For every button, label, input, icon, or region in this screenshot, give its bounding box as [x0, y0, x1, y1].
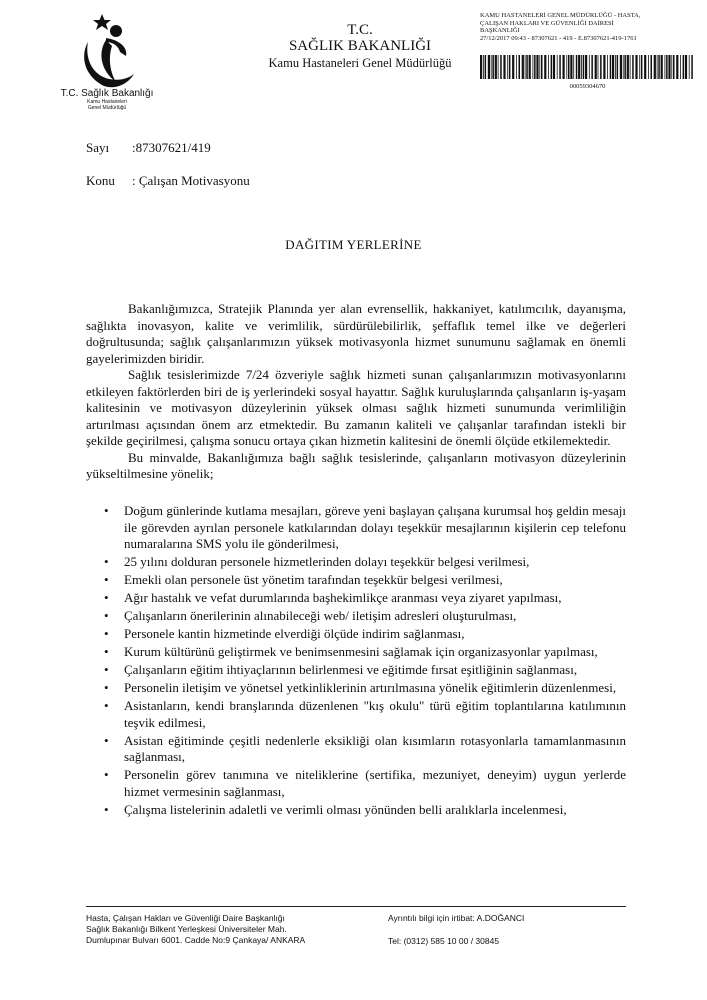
header-ministry: SAĞLIK BAKANLIĞI [288, 38, 432, 54]
list-item: • Personele kantin hizmetinde elverdiği ölçüde indirim sağlanması, [86, 626, 626, 643]
barcode-number: 00059304670 [569, 83, 606, 90]
paragraph: Bu minvalde, Bakanlığımıza bağlı sağlık tesislerinde, çalışanların motivasyon düzeylerinin yükseltilmesine yönelik; [86, 449, 626, 481]
sayi-label: Sayı [86, 140, 110, 155]
stamp-line: BAŞKANLIĞI [480, 27, 520, 34]
konu-label: Konu [86, 173, 115, 188]
list-item: • Çalışanların eğitim ihtiyaçlarının belirlenmesi ve eğitimde fırsat eşitliğinin sağlanması, [86, 662, 626, 679]
list-item: • Personelin iletişim ve yönetsel yetkinliklerinin artırılmasına yönelik eğitimlerin düzenlenmesi, [86, 680, 626, 697]
footer-address-line: Sağlık Bakanlığı Bilkent Yerleşkesi Üniversiteler Mah. [86, 924, 287, 934]
ministry-logo [58, 12, 156, 111]
motivation-measures-list [86, 503, 626, 820]
salutation: DAĞITIM YERLERİNE [285, 237, 422, 252]
list-item: • Asistanların, kendi branşlarında düzenlenen "kış okulu" türü eğitim toplantılarına katılımının teşvik edilmesi, [86, 698, 626, 731]
stamp-line: 27/12/2017 09:43 - 87307621 - 419 - E.87307621-419-1761 [480, 34, 637, 42]
footer-contact-person: Ayrıntılı bilgi için irtibat: A.DOĞANCI [388, 913, 525, 923]
stamp-line: KAMU HASTANELERİ GENEL MÜDÜRLÜĞÜ - HASTA, [480, 12, 641, 19]
list-item: • Doğum günlerinde kutlama mesajları, göreve yeni başlayan çalışana kurumsal hoş geldin mesajı ile görevden ayrılan personele katkılarından dolayı teşekkür mesajlarının kişilerin cep telefonu numaralarına SMS yolu ile gönderilmesi, [86, 503, 626, 553]
footer-address [86, 913, 386, 946]
footer-address-line: Dumlupınar Bulvarı 6001. Cadde No:9 Çankaya/ ANKARA [86, 935, 306, 945]
list-item: • Kurum kültürünü geliştirmek ve benimsenmesini sağlamak için organizasyonlar yapılması, [86, 644, 626, 661]
list-item: • 25 yılını dolduran personele hizmetlerinden dolayı teşekkür belgesi verilmesi, [86, 554, 626, 571]
footer-divider [86, 906, 626, 907]
logo-sub-line: Genel Müdürlüğü [87, 105, 127, 111]
paragraph: Bakanlığımızca, Stratejik Planında yer alan evrensellik, hakkaniyet, katılımcılık, dayanışma, sağlıkta inovasyon, kalite ve verimlilik, sürdürülebilirlik, şeffaflık temel ilke ve değerleri doğrultusunda; sağlık çalışanlarımızın yüksek motivasyonla hizmet sunumunu sağlamak en önemli gayelerimizden biridir. [86, 301, 626, 366]
letter-body [86, 301, 626, 483]
barcode [480, 55, 695, 79]
list-item: • Çalışma listelerinin adaletli ve verimli olması yönünden belli aralıklarla incelenmesi, [86, 802, 626, 819]
footer-contact [388, 913, 638, 947]
list-item: • Çalışanların önerilerinin alınabileceği web/ iletişim adresleri oluşturulması, [86, 608, 626, 625]
list-item: • Ağır hastalık ve vefat durumlarında başhekimlikçe aranması veya ziyaret yapılması, [86, 590, 626, 607]
footer-phone: Tel: (0312) 585 10 00 / 30845 [388, 936, 500, 946]
header-tc: T.C. [347, 22, 373, 38]
document-stamp [480, 12, 695, 42]
list-item: • Asistan eğitiminde çeşitli nedenlerle eksikliği olan kısımların rotasyonlarla tamamlanmasının sağlanması, [86, 733, 626, 766]
konu-value: : Çalışan Motivasyonu [132, 173, 250, 188]
paragraph: Sağlık tesislerimizde 7/24 özveriyle sağlık hizmeti sunan çalışanlarımızın motivasyonlarını etkileyen faktörlerden biri de iş yerlerindeki sosyal hayattır. Sağlık kuruluşlarında çalışanların iş-yaşam kalitesinin ve motivasyon düzeylerinin yüksek olması sağlık hizmeti sunumunda verimliliğin artırılması açısından önem arz etmektedir. Bu zamanın kaliteli ve çalışanlar tarafından istekli bir şekilde geçirilmesi, çalışma sonucu ortaya çıkan hizmetin kalitesini de önemli ölçüde etkilemektedir. [86, 367, 626, 448]
logo-name: T.C. Sağlık Bakanlığı [60, 88, 154, 99]
stamp-line: ÇALIŞAN HAKLARI VE GÜVENLİĞİ DAİRESİ [480, 19, 614, 27]
sayi-value: :87307621/419 [132, 140, 211, 155]
header-directorate: Kamu Hastaneleri Genel Müdürlüğü [268, 56, 452, 70]
list-item: • Emekli olan personele üst yönetim tarafından teşekkür belgesi verilmesi, [86, 572, 626, 589]
list-item: • Personelin görev tanımına ve niteliklerine (sertifika, mezuniyet, deneyim) uygun yerlerde hizmet vermesinin sağlanması, [86, 767, 626, 800]
moon-star-figure-emblem-icon [76, 12, 138, 90]
logo-sub-line: Kamu Hastaneleri [87, 99, 127, 105]
footer-address-line: Hasta, Çalışan Hakları ve Güvenliği Daire Başkanlığı [86, 913, 285, 923]
